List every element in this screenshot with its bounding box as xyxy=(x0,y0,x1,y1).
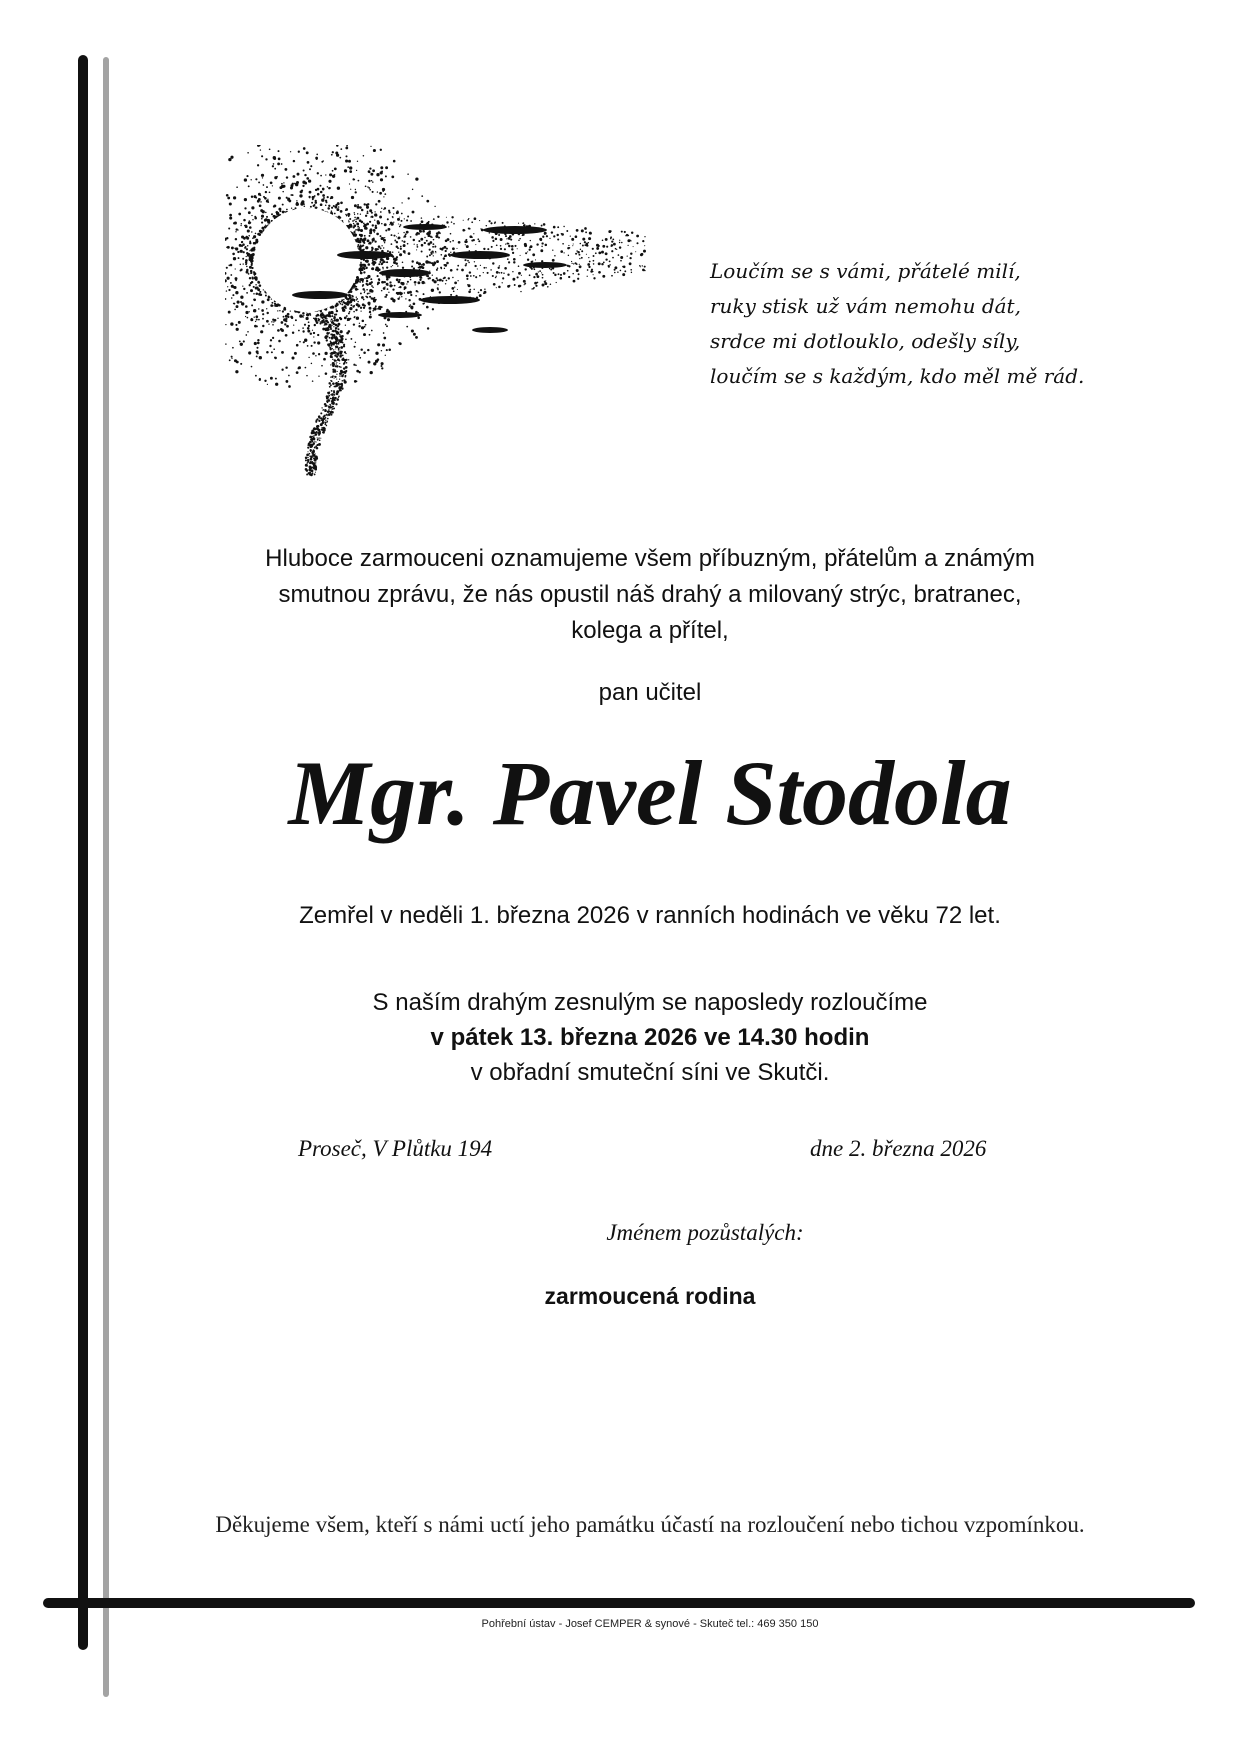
grey-vertical-border xyxy=(103,57,109,1697)
death-info: Zemřel v neděli 1. března 2026 v ranních hodinách ve věku 72 let. xyxy=(299,902,1001,929)
deceased-title: pan učitel xyxy=(598,679,702,706)
intro-line: kolega a přítel, xyxy=(571,617,729,644)
poem-line: ruky stisk už vám nemohu dát, xyxy=(710,294,1021,318)
funeral-home-footer: Pohřební ústav - Josef CEMPER & synové - Skuteč tel.: 469 350 150 xyxy=(481,1618,819,1630)
black-vertical-border xyxy=(78,55,88,1650)
on-behalf-label xyxy=(130,1220,1170,1246)
deceased-name: Mgr. Pavel Stodola xyxy=(288,742,1012,844)
funeral-line: S naším drahým zesnulým se naposledy rozloučíme xyxy=(372,989,928,1016)
funeral-time: v pátek 13. března 2026 ve 14.30 hodin xyxy=(430,1024,870,1051)
intro-line: smutnou zprávu, že nás opustil náš drahý a milovaný strýc, bratranec, xyxy=(278,581,1022,608)
funeral-place: v obřadní smuteční síni ve Skutči. xyxy=(470,1059,830,1086)
announcement-intro xyxy=(130,541,1170,649)
poem-line: Loučím se s vámi, přátelé milí, xyxy=(710,259,1021,283)
thanks-note: Děkujeme všem, kteří s námi uctí jeho památku účastí na rozloučení nebo tichou vzpomínkou. xyxy=(215,1512,1085,1537)
address: Proseč, V Plůtku 194 xyxy=(298,1136,493,1161)
poem-line: loučím se s každým, kdo měl mě rád. xyxy=(710,364,1085,388)
sun-clouds-ornament-icon xyxy=(225,145,665,525)
poem-line: srdce mi dotlouklo, odešly síly, xyxy=(710,329,1021,353)
funeral-info xyxy=(130,985,1170,1090)
family-signature: zarmoucená rodina xyxy=(544,1283,756,1309)
on-behalf-text: Jménem pozůstalých: xyxy=(606,1220,804,1245)
announcement-date: dne 2. března 2026 xyxy=(810,1136,987,1161)
intro-line: Hluboce zarmouceni oznamujeme všem příbuzným, přátelům a známým xyxy=(265,545,1035,572)
black-horizontal-border xyxy=(43,1598,1195,1608)
poem xyxy=(710,254,1084,394)
